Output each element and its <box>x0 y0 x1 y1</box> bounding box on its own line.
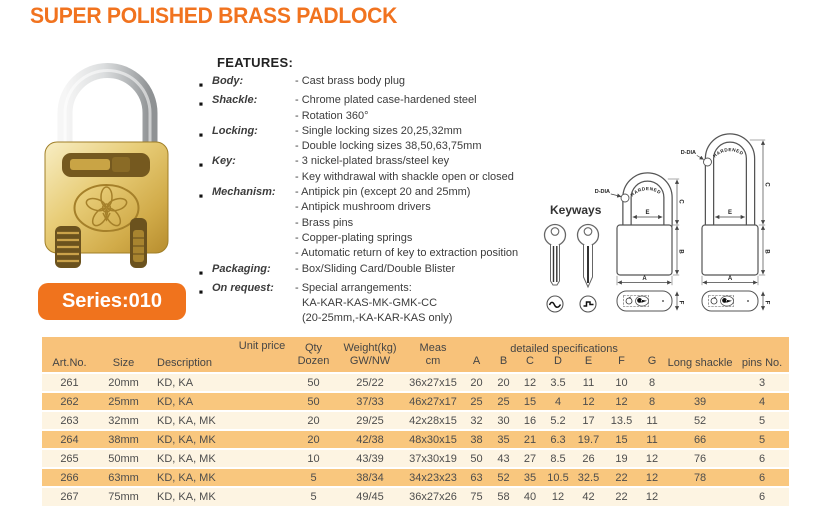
table-cell: 30 <box>490 411 517 430</box>
feature-value-line: - Rotation 360° <box>295 109 369 122</box>
table-cell: 267 <box>42 487 97 506</box>
table-cell: 20 <box>290 411 337 430</box>
table-cell: KD, KA, MK <box>150 430 234 449</box>
table-cell: KD, KA <box>150 392 234 411</box>
table-cell: 8 <box>639 392 665 411</box>
bullet-square-icon: ■ <box>199 269 203 277</box>
table-cell: 261 <box>42 373 97 392</box>
table-cell: 10 <box>604 373 639 392</box>
table-cell: 6.3 <box>543 430 573 449</box>
dim-e-label-1: E <box>645 210 650 216</box>
table-row <box>42 468 789 487</box>
table-cell: 50 <box>463 449 490 468</box>
table-cell: 20 <box>463 373 490 392</box>
table-cell: 5 <box>290 487 337 506</box>
table-cell <box>234 373 290 392</box>
table-cell: 8.5 <box>543 449 573 468</box>
feature-label: On request: <box>212 281 274 294</box>
table-cell: 19 <box>604 449 639 468</box>
table-cell <box>234 468 290 487</box>
keyway-profile-2-icon <box>580 296 596 312</box>
feature-label: Body: <box>212 75 244 87</box>
features-heading: FEATURES: <box>217 55 294 70</box>
col-header-meas-line2: cm <box>425 354 441 367</box>
table-cell: 12 <box>517 373 543 392</box>
table-cell: 76 <box>665 449 735 468</box>
d-dia-label-2: D-DIA <box>680 150 696 156</box>
product-photo <box>30 58 195 291</box>
feature-value-line: - Special arrangements: <box>295 281 412 294</box>
table-cell: 16 <box>517 411 543 430</box>
table-cell <box>665 373 735 392</box>
table-cell: KD, KA <box>150 373 234 392</box>
col-header-description: Description <box>150 337 234 373</box>
table-cell: 43/39 <box>337 449 403 468</box>
col-header-spec-e: E <box>573 355 604 373</box>
table-cell: 11 <box>573 373 604 392</box>
table-cell: 25 <box>490 392 517 411</box>
feature-value-line: - Double locking sizes 38,50,63,75mm <box>295 140 482 153</box>
dim-f-label-2: F <box>763 300 770 305</box>
feature-value-line: - Antipick mushroom drivers <box>295 201 431 214</box>
table-cell: 3 <box>735 373 789 392</box>
technical-diagrams <box>530 95 834 340</box>
feature-value-line: (20-25mm,-KA-KAR-KAS only) <box>302 312 453 325</box>
col-header-spec-f: F <box>604 355 639 373</box>
feature-value-line: - Brass pins <box>295 216 354 229</box>
col-header-spec-g: G <box>639 355 665 373</box>
bullet-square-icon: ■ <box>199 162 203 170</box>
table-cell: 75mm <box>97 487 150 506</box>
padlock-diagram-standard <box>595 177 684 311</box>
table-cell: 78 <box>665 468 735 487</box>
table-cell: 32mm <box>97 411 150 430</box>
table-cell: 13.5 <box>604 411 639 430</box>
keyway-profile-1-icon <box>547 296 563 312</box>
page-title: SUPER POLISHED BRASS PADLOCK <box>30 3 398 28</box>
table-cell: 25 <box>463 392 490 411</box>
table-cell: 75 <box>463 487 490 506</box>
feature-values <box>295 124 539 155</box>
table-cell: 5.2 <box>543 411 573 430</box>
table-cell: KD, KA, MK <box>150 449 234 468</box>
dim-b-label-1: B <box>677 249 684 254</box>
table-row <box>42 392 789 411</box>
table-cell: 8 <box>639 373 665 392</box>
col-header-qty-line1: Qty <box>304 341 323 354</box>
table-cell <box>234 449 290 468</box>
dim-e-label-2: E <box>727 210 733 216</box>
table-cell: 6 <box>735 468 789 487</box>
col-header-weight <box>337 337 403 373</box>
table-cell: 27 <box>517 449 543 468</box>
table-cell: 20 <box>490 373 517 392</box>
feature-value-line: - Chrome plated case-hardened steel <box>295 94 477 107</box>
feature-value-line: - Automatic return of key to extraction position <box>295 247 519 260</box>
table-cell: 66 <box>665 430 735 449</box>
table-cell: 43 <box>490 449 517 468</box>
table-cell: 6 <box>735 449 789 468</box>
table-cell: 17 <box>573 411 604 430</box>
col-header-qty-line2: Dozen <box>297 354 330 367</box>
table-cell: 26 <box>573 449 604 468</box>
table-cell: 4 <box>735 392 789 411</box>
table-cell: 12 <box>604 392 639 411</box>
dim-b-label-2: B <box>763 249 770 254</box>
table-cell: 63 <box>463 468 490 487</box>
col-header-spec-b: B <box>490 355 517 373</box>
series-badge: Series:010 <box>38 283 186 320</box>
table-cell: 5 <box>290 468 337 487</box>
table-cell: 29/25 <box>337 411 403 430</box>
col-header-long-shackle: Long shackle <box>665 337 735 373</box>
table-cell <box>234 487 290 506</box>
feature-label: Packaging: <box>212 262 271 275</box>
table-cell: 12 <box>543 487 573 506</box>
table-cell: 42x28x15 <box>403 411 463 430</box>
col-header-spec-d: D <box>543 355 573 373</box>
padlock-image <box>30 58 195 286</box>
col-header-meas-line1: Meas <box>419 341 447 354</box>
feature-label: Locking: <box>212 124 258 137</box>
bullet-square-icon: ■ <box>199 131 203 139</box>
table-cell: 25mm <box>97 392 150 411</box>
table-cell: 11 <box>639 411 665 430</box>
table-cell: 35 <box>517 468 543 487</box>
table-cell: 22 <box>604 468 639 487</box>
table-cell: 6 <box>735 487 789 506</box>
table-cell: 5 <box>735 411 789 430</box>
feature-value-line: - Antipick pin (except 20 and 25mm) <box>295 186 471 199</box>
key-2-icon <box>578 225 599 288</box>
table-cell: 12 <box>573 392 604 411</box>
col-header-qty <box>290 337 337 373</box>
feature-item <box>199 185 539 261</box>
table-cell: 12 <box>639 487 665 506</box>
feature-value-line: - Key withdrawal with shackle open or closed <box>295 170 514 183</box>
table-cell: 50mm <box>97 449 150 468</box>
col-header-weight-line1: Weight(kg) <box>343 341 397 354</box>
table-row <box>42 411 789 430</box>
table-cell: 4 <box>543 392 573 411</box>
table-cell: 19.7 <box>573 430 604 449</box>
table-cell: KD, KA, MK <box>150 468 234 487</box>
col-header-spec-a: A <box>463 355 490 373</box>
table-cell: 37/33 <box>337 392 403 411</box>
feature-value-line: - 3 nickel-plated brass/steel key <box>295 155 450 168</box>
table-cell <box>234 411 290 430</box>
feature-values <box>295 93 539 124</box>
table-cell: 38mm <box>97 430 150 449</box>
feature-values <box>295 185 539 261</box>
key-1-icon <box>545 225 566 286</box>
table-cell: 36x27x15 <box>403 373 463 392</box>
col-header-meas <box>403 337 463 373</box>
d-dia-label-1: D-DIA <box>594 189 610 195</box>
specifications-table <box>42 337 789 506</box>
table-cell: 10 <box>290 449 337 468</box>
feature-values <box>295 281 539 327</box>
feature-values <box>295 262 539 277</box>
feature-item <box>199 281 539 327</box>
dimension-diagram <box>530 95 834 335</box>
keyways-label: Keyways <box>550 203 602 217</box>
table-cell: 264 <box>42 430 97 449</box>
table-row <box>42 487 789 506</box>
col-header-weight-line2: GW/NW <box>349 354 391 367</box>
table-cell: 35 <box>490 430 517 449</box>
col-header-size: Size <box>97 337 150 373</box>
table-cell: 32 <box>463 411 490 430</box>
table-cell: 52 <box>490 468 517 487</box>
features-section <box>199 55 539 327</box>
table-cell: 25/22 <box>337 373 403 392</box>
table-cell: 63mm <box>97 468 150 487</box>
padlock-diagram-long-shackle <box>681 138 770 311</box>
table-cell: 10.5 <box>543 468 573 487</box>
feature-item <box>199 93 539 124</box>
table-cell: 34x23x23 <box>403 468 463 487</box>
table-row <box>42 430 789 449</box>
table-cell: 21 <box>517 430 543 449</box>
feature-item <box>199 154 539 185</box>
bullet-square-icon: ■ <box>199 82 203 89</box>
feature-item <box>199 262 539 281</box>
feature-item <box>199 74 539 93</box>
col-header-art-no: Art.No. <box>42 337 97 373</box>
feature-value-line: - Copper-plating springs <box>295 231 413 244</box>
table-cell: 263 <box>42 411 97 430</box>
table-cell <box>234 392 290 411</box>
dim-a-label-2: A <box>727 276 733 282</box>
table-cell: 12 <box>639 449 665 468</box>
col-header-pins-no: pins No. <box>735 337 789 373</box>
table-row <box>42 449 789 468</box>
feature-value-line: - Single locking sizes 20,25,32mm <box>295 124 462 137</box>
table-cell: 40 <box>517 487 543 506</box>
table-cell: 5 <box>735 430 789 449</box>
table-cell: 38/34 <box>337 468 403 487</box>
table-cell: 15 <box>517 392 543 411</box>
feature-label: Shackle: <box>212 94 258 107</box>
bullet-square-icon: ■ <box>199 288 203 296</box>
table-cell: 11 <box>639 430 665 449</box>
table-cell: KD, KA, MK <box>150 411 234 430</box>
group-header-detailed-specifications: detailed specifications <box>463 337 665 355</box>
bullet-square-icon: ■ <box>199 101 203 109</box>
table-cell: 22 <box>604 487 639 506</box>
table-cell <box>665 487 735 506</box>
table-cell: 20 <box>290 430 337 449</box>
table-cell: 50 <box>290 373 337 392</box>
table-cell: 42/38 <box>337 430 403 449</box>
dim-c-label-2: C <box>763 182 770 187</box>
feature-label: Mechanism: <box>212 186 276 199</box>
table-cell: 42 <box>573 487 604 506</box>
feature-value-line: - Box/Sliding Card/Double Blister <box>295 262 456 275</box>
spec-table-body <box>42 373 789 506</box>
lock-body <box>45 142 168 268</box>
table-cell: 52 <box>665 411 735 430</box>
feature-value-line: - Cast brass body plug <box>295 75 406 87</box>
bullet-square-icon: ■ <box>199 193 203 201</box>
col-header-spec-c: C <box>517 355 543 373</box>
feature-values <box>295 154 539 185</box>
feature-label: Key: <box>212 155 236 168</box>
table-cell: 37x30x19 <box>403 449 463 468</box>
table-cell <box>234 430 290 449</box>
table-cell: 38 <box>463 430 490 449</box>
table-cell: 46x27x17 <box>403 392 463 411</box>
table-cell: KD, KA, MK <box>150 487 234 506</box>
table-cell: 12 <box>639 468 665 487</box>
hardened-label: HARDENED <box>712 147 745 159</box>
feature-value-line: KA-KAR-KAS-MK-GMK-CC <box>302 297 438 310</box>
table-cell: 58 <box>490 487 517 506</box>
table-cell: 266 <box>42 468 97 487</box>
feature-values <box>295 74 539 89</box>
col-header-unit-price: Unit price <box>234 337 290 373</box>
table-cell: 48x30x15 <box>403 430 463 449</box>
feature-item <box>199 124 539 155</box>
table-row <box>42 373 789 392</box>
table-cell: 36x27x26 <box>403 487 463 506</box>
table-cell: 15 <box>604 430 639 449</box>
table-cell: 50 <box>290 392 337 411</box>
dim-c-label-1: C <box>677 199 684 204</box>
table-cell: 39 <box>665 392 735 411</box>
table-cell: 3.5 <box>543 373 573 392</box>
hardened-label: HARDENED <box>629 186 662 198</box>
table-cell: 32.5 <box>573 468 604 487</box>
table-cell: 265 <box>42 449 97 468</box>
table-cell: 20mm <box>97 373 150 392</box>
table-cell: 49/45 <box>337 487 403 506</box>
dim-a-label-1: A <box>642 276 647 282</box>
dim-f-label-1: F <box>677 300 684 305</box>
features-list <box>199 74 539 327</box>
table-cell: 262 <box>42 392 97 411</box>
